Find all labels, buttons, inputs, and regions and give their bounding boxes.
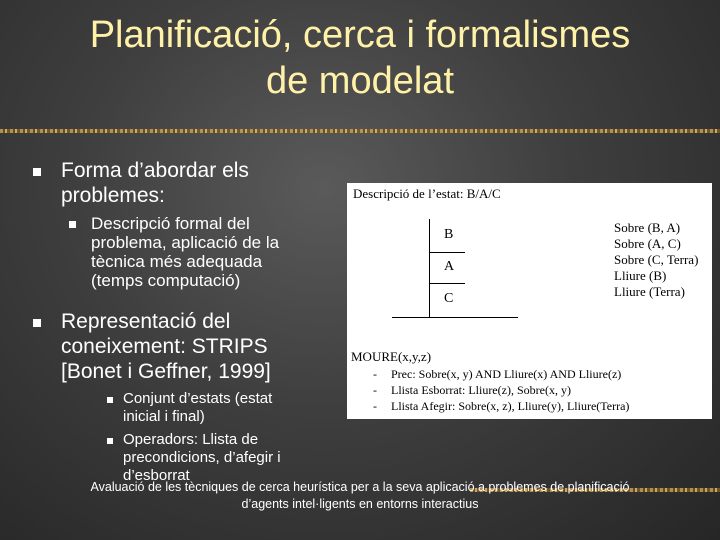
operator-name: MOURE(x,y,z) (351, 349, 432, 364)
title-line-1: Planificació, cerca i formalismes (89, 14, 631, 56)
footer-line-2: d’agents intel·ligents en entorns interactius (241, 497, 479, 511)
bullet-2-line-3: [Bonet i Geffner, 1999] (61, 360, 271, 383)
sub-bullet-2b-line-2: precondicions, d’afegir i (123, 449, 281, 466)
predicate: Lliure (B) (614, 268, 667, 283)
operator-precondition: Prec: Sobre(x, y) AND Lliure(x) AND Lliure(z) (391, 367, 622, 381)
block-a: A (444, 259, 455, 274)
bullet-marker (33, 168, 41, 176)
predicate: Lliure (Terra) (614, 284, 685, 299)
operator-dash: - (373, 367, 377, 381)
block-divider (429, 283, 465, 284)
sub-bullet-1-line-1: Descripció formal del (91, 214, 250, 233)
slide-footer (0, 479, 720, 513)
bullet-1-line-2: problemes: (61, 184, 165, 207)
sub-bullet-marker (107, 397, 113, 403)
state-figure (347, 183, 712, 419)
operator-dash: - (373, 383, 377, 397)
block-stack-side (429, 219, 430, 317)
block-b: B (444, 227, 454, 242)
title-divider (0, 129, 720, 133)
sub-bullet-1-line-3: tècnica més adequada (91, 252, 263, 271)
sub-bullet-1 (91, 214, 279, 290)
block-c: C (444, 291, 454, 306)
bullet-2-line-1: Representació del (61, 310, 231, 333)
operator-dash: - (373, 399, 377, 413)
footer-line-1: Avaluació de les tècniques de cerca heurística per a la seva aplicació a problemes de planificació (90, 480, 630, 494)
bullet-2-line-2: coneixement: STRIPS (61, 335, 268, 358)
predicate: Sobre (B, A) (614, 220, 681, 235)
predicate: Sobre (C, Terra) (614, 252, 699, 267)
sub-bullet-marker (69, 221, 76, 228)
sub-bullet-2a (123, 390, 272, 426)
operator-delete-list: Llista Esborrat: Lliure(z), Sobre(x, y) (391, 383, 571, 397)
sub-bullet-2b-line-1: Operadors: Llista de (123, 431, 259, 448)
sub-bullet-1-line-4: (temps computació) (91, 271, 241, 290)
slide-title (0, 12, 720, 104)
bullet-1-line-1: Forma d’abordar els (61, 159, 249, 182)
figure-title: Descripció de l’estat: B/A/C (353, 186, 501, 201)
predicate: Sobre (A, C) (614, 236, 681, 251)
sub-bullet-1-line-2: problema, aplicació de la (91, 233, 280, 252)
title-line-2: de modelat (265, 60, 454, 102)
bullet-1 (61, 158, 249, 208)
block-divider (429, 252, 465, 253)
sub-bullet-marker (107, 438, 113, 444)
sub-bullet-2a-line-2: inicial i final) (123, 408, 205, 425)
bullet-2 (61, 309, 271, 384)
operator-add-list: Llista Afegir: Sobre(x, z), Lliure(y), Lliure(Terra) (391, 399, 630, 413)
bullet-marker (33, 319, 41, 327)
sub-bullet-2a-line-1: Conjunt d’estats (estat (123, 390, 273, 407)
sub-bullet-2b-line-3: d’esborrat (123, 467, 190, 484)
sub-bullet-2b (123, 431, 281, 485)
ground-line (392, 317, 518, 318)
